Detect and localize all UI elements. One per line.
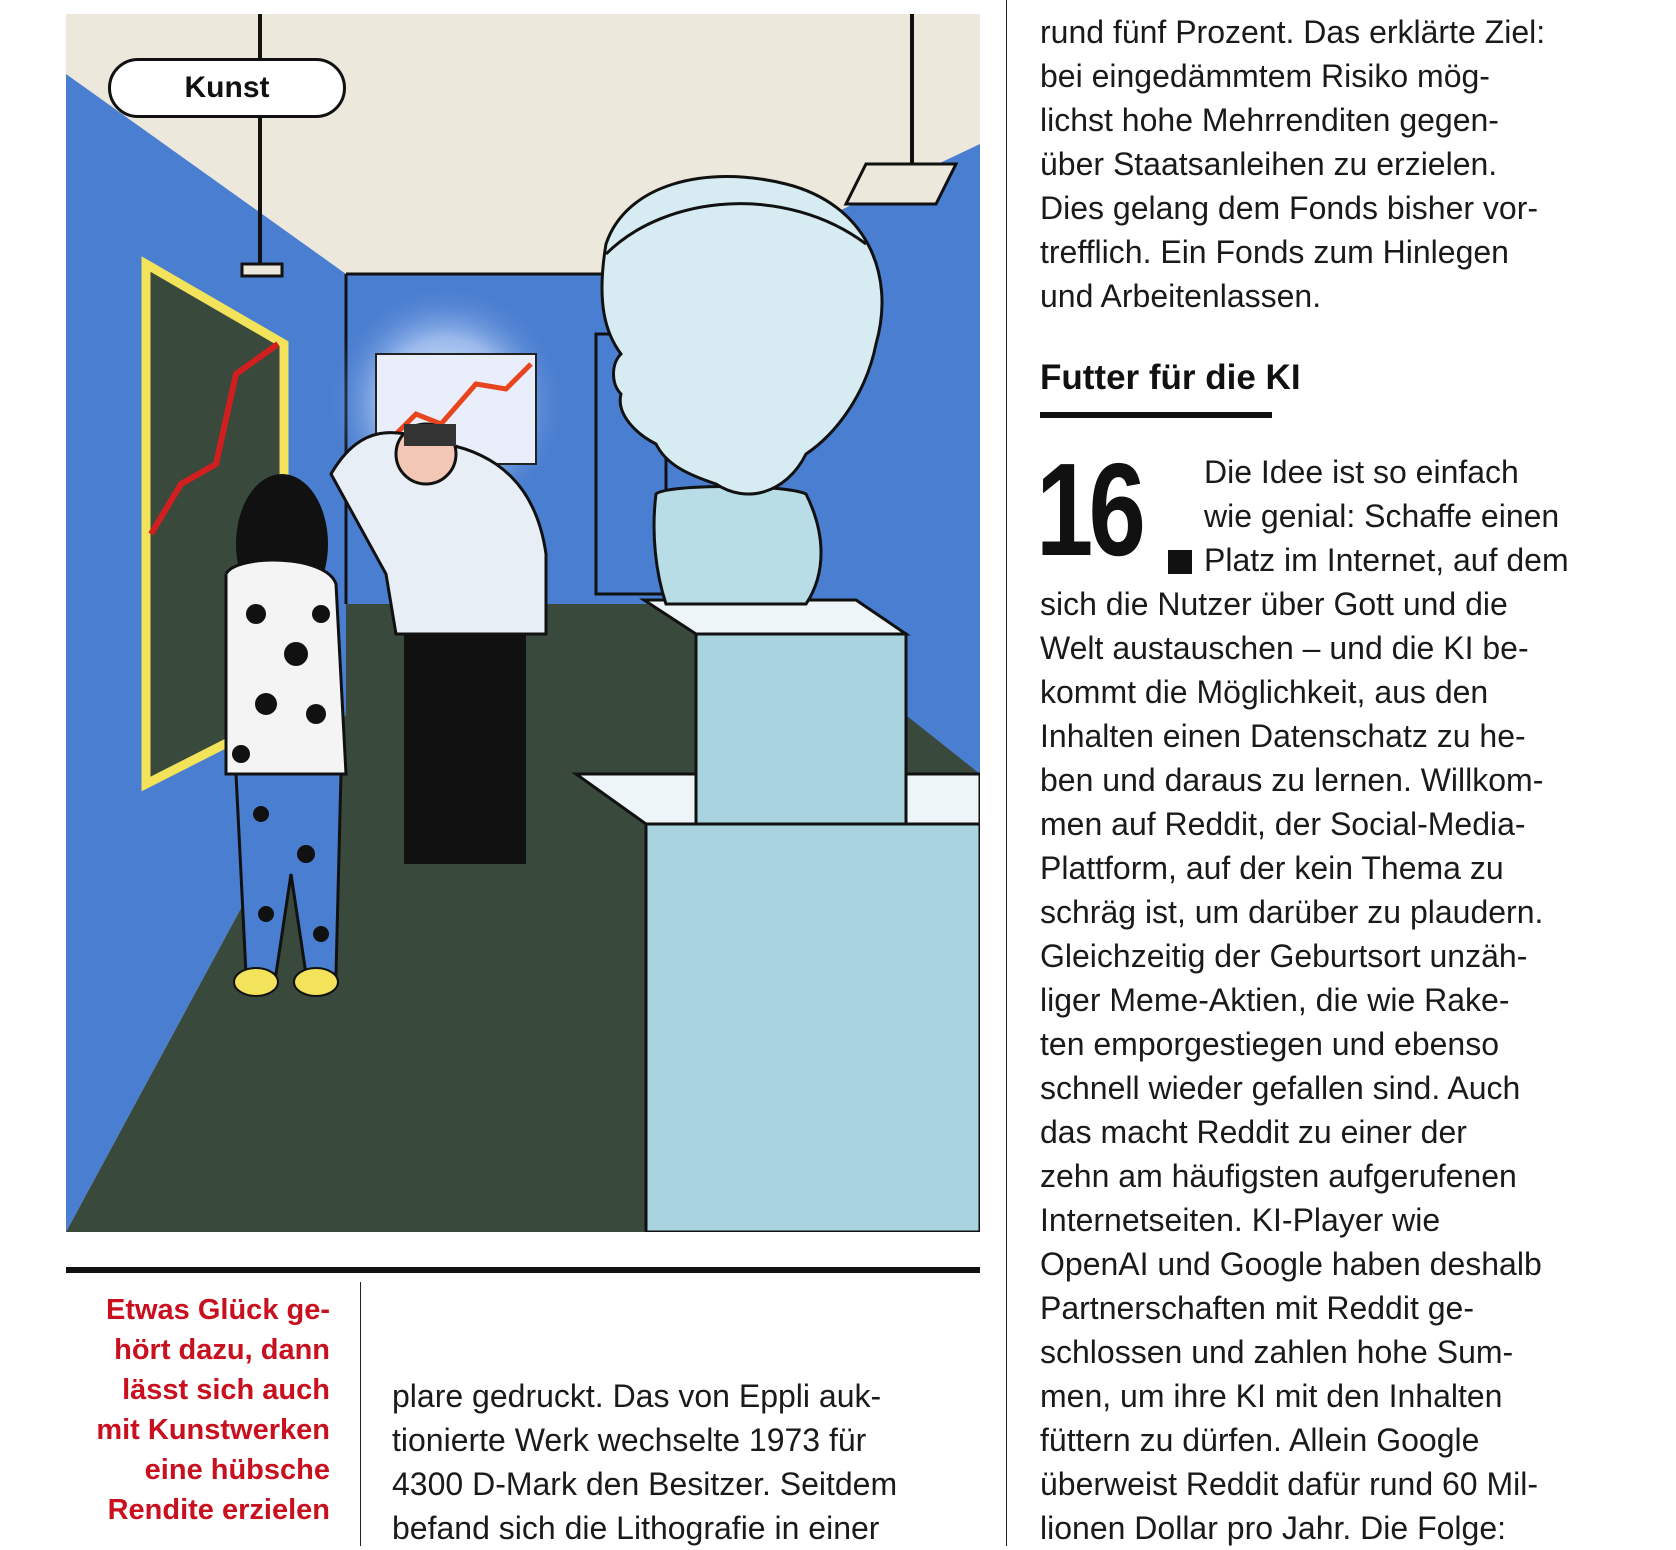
text-line: füttern zu dürfen. Allein Google [1040, 1422, 1480, 1458]
right-column-top-paragraph [1040, 10, 1545, 318]
right-column-main-paragraph [1040, 582, 1543, 1550]
caption-line: eine hübsche [144, 1454, 330, 1486]
text-line: bei eingedämmtem Risiko mög- [1040, 58, 1490, 94]
caption-line: hört dazu, dann [114, 1334, 330, 1366]
text-line: Die Idee ist so einfach [1204, 454, 1519, 490]
text-line: das macht Reddit zu einer der [1040, 1114, 1467, 1150]
text-line: plare gedruckt. Das von Eppli auk- [392, 1378, 882, 1414]
text-line: und Arbeitenlassen. [1040, 278, 1322, 314]
category-label: Kunst [108, 58, 346, 118]
gallery-illustration [66, 14, 980, 1232]
text-line: Dies gelang dem Fonds bisher vor- [1040, 190, 1539, 226]
text-line: über Staatsanleihen zu erzielen. [1040, 146, 1498, 182]
text-line: überweist Reddit dafür rund 60 Mil- [1040, 1466, 1539, 1502]
text-line: Platz im Internet, auf dem [1204, 542, 1569, 578]
text-line: schlossen und zahlen hohe Sum- [1040, 1334, 1514, 1370]
text-line: Inhalten einen Datenschatz zu he- [1040, 718, 1526, 754]
caption-line: mit Kunstwerken [96, 1414, 330, 1446]
text-line: ben und daraus zu lernen. Willkom- [1040, 762, 1544, 798]
text-line: Gleichzeitig der Geburtsort unzäh- [1040, 938, 1528, 974]
text-line: lichst hohe Mehrrenditen gegen- [1040, 102, 1499, 138]
text-line: zehn am häufigsten aufgerufenen [1040, 1158, 1517, 1194]
text-line: tionierte Werk wechselte 1973 für [392, 1422, 867, 1458]
text-line: sich die Nutzer über Gott und die [1040, 586, 1508, 622]
column-divider-left [360, 1282, 361, 1546]
caption-line: Etwas Glück ge- [105, 1294, 330, 1326]
list-number: 16 [1036, 436, 1142, 583]
section-subhead: Futter für die KI [1040, 358, 1301, 397]
middle-column-text [392, 1374, 897, 1550]
text-line: Internetseiten. KI-Player wie [1040, 1202, 1441, 1238]
text-line: schnell wieder gefallen sind. Auch [1040, 1070, 1521, 1106]
text-line: OpenAI und Google haben deshalb [1040, 1246, 1542, 1282]
text-line: schräg ist, um darüber zu plaudern. [1040, 894, 1544, 930]
gallery-illustration-icon [66, 14, 980, 1232]
text-line: kommt die Möglichkeit, aus den [1040, 674, 1489, 710]
text-line: befand sich die Lithografie in einer [392, 1510, 880, 1546]
text-line: Welt austauschen – und die KI be- [1040, 630, 1529, 666]
image-bottom-rule [66, 1267, 980, 1273]
text-line: 4300 D-Mark den Besitzer. Seitdem [392, 1466, 898, 1502]
caption-line: lässt sich auch [122, 1374, 330, 1406]
text-line: lionen Dollar pro Jahr. Die Folge: [1040, 1510, 1507, 1546]
list-number-dot [1168, 550, 1192, 574]
text-line: wie genial: Schaffe einen [1204, 498, 1560, 534]
text-line: men, um ihre KI mit den Inhalten [1040, 1378, 1503, 1414]
caption-line: Rendite erzielen [107, 1494, 330, 1526]
text-line: ten emporgestiegen und ebenso [1040, 1026, 1500, 1062]
text-line: liger Meme-Aktien, die wie Rake- [1040, 982, 1510, 1018]
text-line: men auf Reddit, der Social-Media- [1040, 806, 1526, 842]
text-line: Plattform, auf der kein Thema zu [1040, 850, 1504, 886]
column-divider-right [1006, 0, 1007, 1546]
text-line: trefflich. Ein Fonds zum Hinlegen [1040, 234, 1509, 270]
image-caption [66, 1290, 330, 1530]
text-line: rund fünf Prozent. Das erklärte Ziel: [1040, 14, 1546, 50]
subhead-rule [1040, 412, 1272, 418]
text-line: Partnerschaften mit Reddit ge- [1040, 1290, 1474, 1326]
lead-paragraph-lines [1204, 450, 1569, 582]
